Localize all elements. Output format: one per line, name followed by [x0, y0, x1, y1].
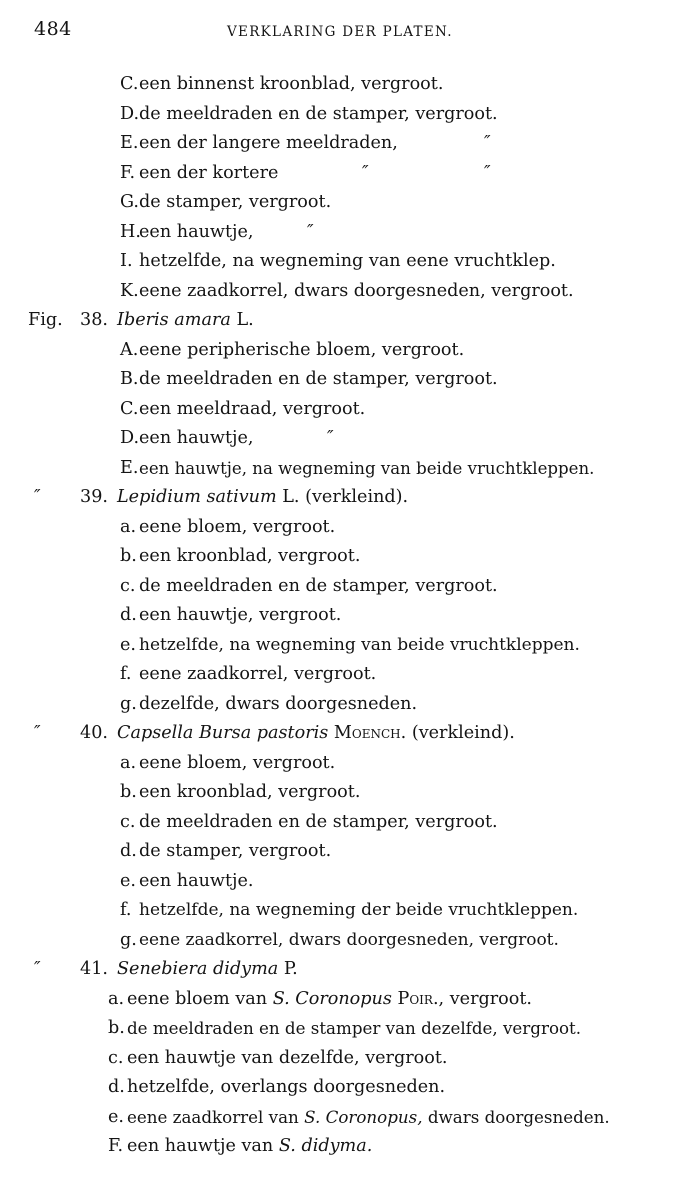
text-after: dwars doorgesneden. — [427, 1106, 610, 1127]
list-item — [0, 336, 678, 366]
item-text: een hauwtje, — [139, 428, 254, 448]
text-after: , vergroot. — [438, 988, 533, 1009]
item-text: de meeldraden en de stamper van dezelfde, vergroot. — [127, 1018, 582, 1038]
item-letter: d. — [120, 841, 137, 861]
list-item — [0, 454, 678, 484]
list-item — [0, 572, 678, 602]
item-letter: F. — [120, 162, 136, 183]
item-letter: G. — [120, 192, 140, 212]
list-item — [0, 395, 678, 425]
item-letter: c. — [120, 575, 136, 596]
figure-heading — [0, 483, 678, 513]
species-author: P. — [283, 959, 298, 979]
item-letter: E. — [120, 457, 139, 478]
item-letter: b. — [120, 546, 137, 566]
item-letter: c. — [108, 1047, 124, 1068]
item-letter: f. — [120, 664, 132, 684]
list-item — [0, 513, 678, 543]
list-item — [0, 778, 678, 808]
figure-heading — [0, 719, 678, 749]
species-italic: S. Coronopus — [272, 988, 392, 1009]
item-text: eene zaadkorrel, dwars doorgesneden, vergroot. — [139, 280, 574, 301]
ditto-mark: ″ — [327, 428, 334, 448]
item-text: een kroonblad, vergroot. — [139, 546, 361, 566]
item-text: hetzelfde, na wegneming van eene vruchtklep. — [139, 251, 556, 271]
item-text: een hauwtje, — [139, 221, 254, 242]
ditto-mark: ″ — [34, 959, 41, 979]
item-letter: E. — [120, 133, 139, 153]
item-letter: a. — [120, 516, 137, 537]
page-number: 484 — [34, 18, 72, 40]
plate-explanations — [0, 70, 678, 1162]
ditto-mark: ″ — [34, 487, 41, 507]
species-italic: Senebiera didyma — [117, 959, 279, 979]
list-item — [0, 926, 678, 956]
list-item — [0, 1073, 678, 1103]
list-item — [0, 70, 678, 100]
list-item — [0, 1103, 678, 1133]
page-header — [34, 18, 634, 48]
ditto-mark: ″ — [307, 221, 314, 242]
item-text: eene bloem, vergroot. — [139, 752, 336, 773]
text-before: eene zaadkorrel van — [127, 1106, 299, 1127]
list-item — [0, 867, 678, 897]
item-letter: F. — [108, 1136, 124, 1156]
item-letter: b. — [120, 782, 137, 802]
item-letter: d. — [120, 605, 137, 625]
item-letter: e. — [108, 1106, 125, 1127]
species-author: L. — [236, 310, 254, 330]
list-item — [0, 365, 678, 395]
list-item — [0, 896, 678, 926]
list-item — [0, 218, 678, 248]
item-text: een hauwtje, vergroot. — [139, 605, 342, 625]
species-note: (verkleind). — [411, 723, 515, 743]
item-text: eene zaadkorrel, vergroot. — [139, 664, 377, 684]
item-text: een hauwtje. — [139, 870, 254, 891]
item-letter: c. — [120, 811, 136, 832]
item-text: dezelfde, dwars doorgesneden. — [139, 693, 418, 714]
list-item — [0, 749, 678, 779]
item-letter: d. — [108, 1077, 125, 1097]
ditto-mark: ″ — [362, 162, 369, 183]
figure-heading — [0, 306, 678, 336]
item-text: eene peripherische bloem, vergroot. — [139, 339, 465, 360]
item-text: de meeldraden en de stamper, vergroot. — [139, 103, 498, 124]
list-item — [0, 424, 678, 454]
item-text: een der langere meeldraden, — [139, 133, 398, 153]
figure-number: 41. — [80, 959, 108, 979]
list-item — [0, 100, 678, 130]
list-item — [0, 601, 678, 631]
item-letter: D. — [120, 103, 140, 124]
item-text — [127, 1132, 372, 1162]
item-text: een hauwtje van dezelfde, vergroot. — [127, 1047, 448, 1068]
species-name — [117, 719, 515, 749]
item-text: eene bloem, vergroot. — [139, 516, 336, 537]
list-item — [0, 159, 678, 189]
item-text: de stamper, vergroot. — [139, 192, 332, 212]
list-item — [0, 985, 678, 1015]
item-text — [127, 1103, 610, 1133]
species-name — [117, 483, 408, 513]
species-italic: Capsella Bursa pastoris — [117, 723, 329, 743]
item-text: de stamper, vergroot. — [139, 841, 332, 861]
species-italic: Iberis amara — [117, 310, 231, 330]
species-author: Moench. — [333, 723, 407, 743]
ditto-mark: ″ — [484, 162, 491, 183]
figure-number: 39. — [80, 487, 108, 507]
figure-heading — [0, 955, 678, 985]
item-text: hetzelfde, overlangs doorgesneden. — [127, 1077, 446, 1097]
item-text: hetzelfde, na wegneming van beide vruchtkleppen. — [139, 634, 580, 655]
running-title: VERKLARING DER PLATEN. — [227, 24, 453, 40]
item-letter: B. — [120, 369, 139, 389]
item-letter: a. — [120, 752, 137, 773]
list-item — [0, 808, 678, 838]
list-item — [0, 1014, 678, 1044]
item-text: een hauwtje, na wegneming van beide vruchtkleppen. — [139, 458, 595, 478]
item-letter: g. — [120, 929, 137, 950]
item-letter: D. — [120, 428, 140, 448]
item-text: een der kortere — [139, 162, 279, 183]
ditto-mark: ″ — [484, 133, 491, 153]
item-letter: b. — [108, 1018, 125, 1038]
item-letter: K. — [120, 280, 139, 301]
species-italic: S. Coronopus, — [304, 1106, 423, 1127]
list-item — [0, 690, 678, 720]
list-item — [0, 837, 678, 867]
species-name — [117, 306, 254, 336]
list-item — [0, 660, 678, 690]
item-letter: f. — [120, 900, 132, 920]
ditto-mark: ″ — [34, 723, 41, 743]
list-item — [0, 277, 678, 307]
item-letter: H. — [120, 221, 141, 242]
item-letter: g. — [120, 693, 137, 714]
item-text: een binnenst kroonblad, vergroot. — [139, 74, 444, 94]
item-text: eene zaadkorrel, dwars doorgesneden, vergroot. — [139, 929, 559, 950]
list-item — [0, 247, 678, 277]
item-letter: I. — [120, 251, 133, 271]
species-italic: S. didyma. — [278, 1136, 373, 1156]
text-before: eene bloem van — [127, 988, 268, 1009]
species-author: Poir. — [397, 988, 439, 1009]
item-letter: e. — [120, 634, 137, 655]
list-item — [0, 1044, 678, 1074]
list-item — [0, 631, 678, 661]
list-item — [0, 129, 678, 159]
item-letter: C. — [120, 398, 139, 419]
item-letter: a. — [108, 988, 125, 1009]
text-before: een hauwtje van — [127, 1136, 274, 1156]
list-item — [0, 542, 678, 572]
item-letter: C. — [120, 74, 139, 94]
figure-label: Fig. — [28, 310, 63, 330]
item-text: hetzelfde, na wegneming der beide vruchtkleppen. — [139, 900, 579, 920]
item-text — [127, 985, 532, 1015]
item-letter: e. — [120, 870, 137, 891]
list-item — [0, 1132, 678, 1162]
item-letter: A. — [120, 339, 139, 360]
item-text: de meeldraden en de stamper, vergroot. — [139, 811, 498, 832]
item-text: de meeldraden en de stamper, vergroot. — [139, 369, 498, 389]
list-item — [0, 188, 678, 218]
item-text: een meeldraad, vergroot. — [139, 398, 366, 419]
figure-number: 40. — [80, 723, 108, 743]
item-text: de meeldraden en de stamper, vergroot. — [139, 575, 498, 596]
species-name — [117, 955, 298, 985]
species-author: L. (verkleind). — [282, 487, 409, 507]
figure-number: 38. — [80, 310, 108, 330]
species-italic: Lepidium sativum — [117, 487, 277, 507]
item-text: een kroonblad, vergroot. — [139, 782, 361, 802]
